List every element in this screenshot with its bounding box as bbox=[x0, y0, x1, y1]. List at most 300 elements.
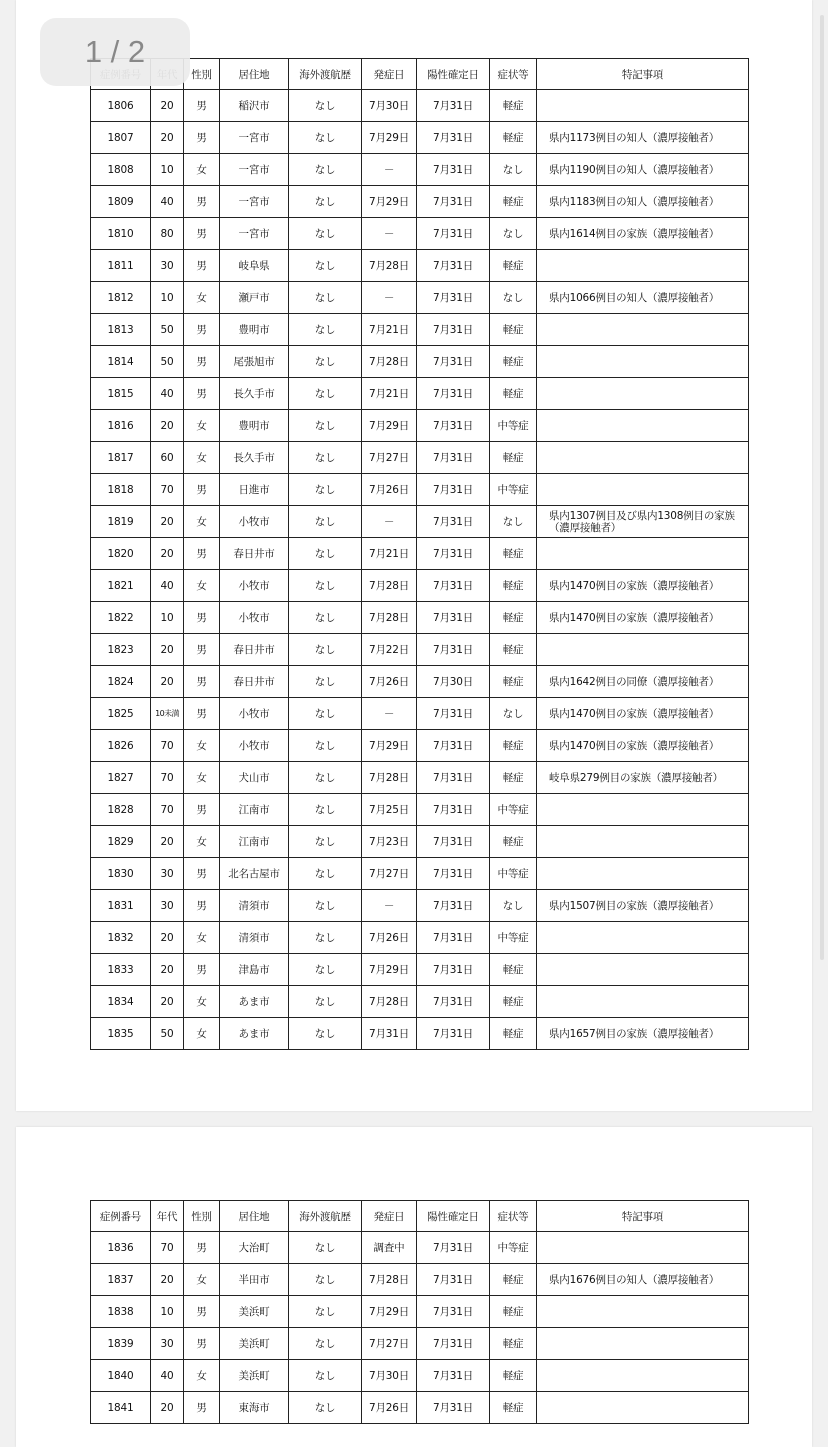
cell-age: 70 bbox=[151, 730, 184, 762]
cell-notes: 県内1066例目の知人（濃厚接触者） bbox=[537, 282, 749, 314]
cell-case-no: 1814 bbox=[91, 346, 151, 378]
cell-residence: 美浜町 bbox=[220, 1360, 289, 1392]
cell-case-no: 1828 bbox=[91, 794, 151, 826]
cell-symptoms: 軽症 bbox=[490, 1328, 537, 1360]
cell-residence: 清須市 bbox=[220, 922, 289, 954]
cell-residence: 江南市 bbox=[220, 794, 289, 826]
cell-symptoms: 軽症 bbox=[490, 1392, 537, 1424]
cell-overseas: なし bbox=[289, 826, 362, 858]
cell-case-no: 1807 bbox=[91, 122, 151, 154]
cell-symptoms: 中等症 bbox=[490, 922, 537, 954]
cell-confirmed: 7月31日 bbox=[417, 442, 490, 474]
cell-overseas: なし bbox=[289, 474, 362, 506]
cell-sex: 男 bbox=[184, 1392, 220, 1424]
table-row bbox=[91, 442, 749, 474]
cell-age: 40 bbox=[151, 186, 184, 218]
cell-confirmed: 7月31日 bbox=[417, 890, 490, 922]
cell-residence: 一宮市 bbox=[220, 186, 289, 218]
cell-age: 10 bbox=[151, 1296, 184, 1328]
cell-overseas: なし bbox=[289, 90, 362, 122]
cell-onset: － bbox=[362, 506, 417, 538]
cell-onset: 7月29日 bbox=[362, 954, 417, 986]
table-row bbox=[91, 698, 749, 730]
cell-residence: 春日井市 bbox=[220, 538, 289, 570]
cell-confirmed: 7月31日 bbox=[417, 1360, 490, 1392]
table-row bbox=[91, 890, 749, 922]
table-row bbox=[91, 122, 749, 154]
cell-onset: 7月26日 bbox=[362, 666, 417, 698]
cell-sex: 女 bbox=[184, 1264, 220, 1296]
header-sex: 性別 bbox=[184, 59, 220, 90]
cell-residence: 半田市 bbox=[220, 1264, 289, 1296]
cell-case-no: 1823 bbox=[91, 634, 151, 666]
table-row bbox=[91, 826, 749, 858]
cell-case-no: 1818 bbox=[91, 474, 151, 506]
cell-sex: 男 bbox=[184, 698, 220, 730]
cell-overseas: なし bbox=[289, 794, 362, 826]
cell-overseas: なし bbox=[289, 890, 362, 922]
cell-symptoms: 軽症 bbox=[490, 762, 537, 794]
cell-symptoms: 軽症 bbox=[490, 122, 537, 154]
cell-overseas: なし bbox=[289, 698, 362, 730]
cell-residence: 春日井市 bbox=[220, 666, 289, 698]
cell-age: 70 bbox=[151, 1232, 184, 1264]
cell-onset: 7月28日 bbox=[362, 570, 417, 602]
cell-symptoms: 軽症 bbox=[490, 1018, 537, 1050]
cell-case-no: 1834 bbox=[91, 986, 151, 1018]
table-row bbox=[91, 1232, 749, 1264]
table-row bbox=[91, 602, 749, 634]
cell-residence: 長久手市 bbox=[220, 378, 289, 410]
cell-confirmed: 7月31日 bbox=[417, 378, 490, 410]
cell-onset: 7月29日 bbox=[362, 186, 417, 218]
cell-residence: あま市 bbox=[220, 1018, 289, 1050]
table-header-row bbox=[91, 1201, 749, 1232]
cell-symptoms: 軽症 bbox=[490, 954, 537, 986]
cell-sex: 男 bbox=[184, 954, 220, 986]
cell-residence: 尾張旭市 bbox=[220, 346, 289, 378]
cell-overseas: なし bbox=[289, 1360, 362, 1392]
case-table-page-1 bbox=[90, 58, 749, 1050]
cell-symptoms: 軽症 bbox=[490, 826, 537, 858]
cell-onset: 7月27日 bbox=[362, 858, 417, 890]
cell-notes: 県内1190例目の知人（濃厚接触者） bbox=[537, 154, 749, 186]
cell-case-no: 1829 bbox=[91, 826, 151, 858]
header-overseas: 海外渡航歴 bbox=[289, 1201, 362, 1232]
cell-age: 20 bbox=[151, 826, 184, 858]
cell-sex: 男 bbox=[184, 1232, 220, 1264]
cell-symptoms: 軽症 bbox=[490, 378, 537, 410]
cell-case-no: 1812 bbox=[91, 282, 151, 314]
cell-notes bbox=[537, 90, 749, 122]
cell-confirmed: 7月31日 bbox=[417, 218, 490, 250]
cell-onset: 7月28日 bbox=[362, 762, 417, 794]
header-residence: 居住地 bbox=[220, 1201, 289, 1232]
cell-residence: 一宮市 bbox=[220, 154, 289, 186]
cell-notes: 県内1676例目の知人（濃厚接触者） bbox=[537, 1264, 749, 1296]
cell-case-no: 1831 bbox=[91, 890, 151, 922]
cell-notes bbox=[537, 1392, 749, 1424]
cell-case-no: 1811 bbox=[91, 250, 151, 282]
cell-notes bbox=[537, 1328, 749, 1360]
table-row bbox=[91, 986, 749, 1018]
cell-residence: 東海市 bbox=[220, 1392, 289, 1424]
cell-onset: － bbox=[362, 698, 417, 730]
cell-case-no: 1824 bbox=[91, 666, 151, 698]
cell-residence: 豊明市 bbox=[220, 314, 289, 346]
cell-notes bbox=[537, 1232, 749, 1264]
cell-onset: 7月27日 bbox=[362, 1328, 417, 1360]
cell-case-no: 1830 bbox=[91, 858, 151, 890]
table-row bbox=[91, 762, 749, 794]
cell-overseas: なし bbox=[289, 186, 362, 218]
cell-overseas: なし bbox=[289, 154, 362, 186]
cell-case-no: 1839 bbox=[91, 1328, 151, 1360]
cell-confirmed: 7月31日 bbox=[417, 1392, 490, 1424]
cell-sex: 男 bbox=[184, 890, 220, 922]
cell-overseas: なし bbox=[289, 858, 362, 890]
cell-overseas: なし bbox=[289, 1264, 362, 1296]
table-row bbox=[91, 1018, 749, 1050]
table-row bbox=[91, 634, 749, 666]
cell-symptoms: なし bbox=[490, 698, 537, 730]
cell-symptoms: 軽症 bbox=[490, 538, 537, 570]
cell-overseas: なし bbox=[289, 922, 362, 954]
page-indicator: 1 / 2 bbox=[40, 18, 190, 86]
cell-sex: 男 bbox=[184, 538, 220, 570]
cell-sex: 女 bbox=[184, 570, 220, 602]
cell-notes: 岐阜県279例目の家族（濃厚接触者） bbox=[537, 762, 749, 794]
cell-overseas: なし bbox=[289, 1328, 362, 1360]
cell-confirmed: 7月31日 bbox=[417, 474, 490, 506]
cell-symptoms: 軽症 bbox=[490, 250, 537, 282]
cell-notes bbox=[537, 1296, 749, 1328]
cell-onset: 7月22日 bbox=[362, 634, 417, 666]
cell-confirmed: 7月31日 bbox=[417, 1296, 490, 1328]
cell-notes bbox=[537, 954, 749, 986]
cell-overseas: なし bbox=[289, 314, 362, 346]
cell-sex: 男 bbox=[184, 602, 220, 634]
cell-notes: 県内1470例目の家族（濃厚接触者） bbox=[537, 570, 749, 602]
cell-overseas: なし bbox=[289, 346, 362, 378]
cell-notes bbox=[537, 1360, 749, 1392]
cell-sex: 女 bbox=[184, 282, 220, 314]
cell-onset: 調査中 bbox=[362, 1232, 417, 1264]
header-case-no: 症例番号 bbox=[91, 1201, 151, 1232]
cell-overseas: なし bbox=[289, 730, 362, 762]
cell-onset: 7月29日 bbox=[362, 730, 417, 762]
cell-confirmed: 7月31日 bbox=[417, 1018, 490, 1050]
header-notes: 特記事項 bbox=[537, 1201, 749, 1232]
cell-case-no: 1836 bbox=[91, 1232, 151, 1264]
table-row bbox=[91, 666, 749, 698]
cell-age: 20 bbox=[151, 90, 184, 122]
header-onset: 発症日 bbox=[362, 59, 417, 90]
header-notes: 特記事項 bbox=[537, 59, 749, 90]
cell-onset: 7月26日 bbox=[362, 1392, 417, 1424]
cell-residence: 豊明市 bbox=[220, 410, 289, 442]
cell-symptoms: 中等症 bbox=[490, 858, 537, 890]
cell-age: 40 bbox=[151, 570, 184, 602]
cell-confirmed: 7月31日 bbox=[417, 570, 490, 602]
cell-age: 20 bbox=[151, 122, 184, 154]
cell-age: 20 bbox=[151, 954, 184, 986]
cell-case-no: 1837 bbox=[91, 1264, 151, 1296]
cell-overseas: なし bbox=[289, 410, 362, 442]
cell-symptoms: 軽症 bbox=[490, 90, 537, 122]
document-page-1 bbox=[16, 0, 812, 1111]
header-symptoms: 症状等 bbox=[490, 1201, 537, 1232]
cell-notes bbox=[537, 314, 749, 346]
cell-age: 20 bbox=[151, 986, 184, 1018]
table-row bbox=[91, 570, 749, 602]
header-age: 年代 bbox=[151, 1201, 184, 1232]
table-row bbox=[91, 282, 749, 314]
cell-onset: 7月26日 bbox=[362, 474, 417, 506]
cell-notes: 県内1307例目及び県内1308例目の家族（濃厚接触者） bbox=[537, 506, 749, 538]
cell-overseas: なし bbox=[289, 538, 362, 570]
cell-notes bbox=[537, 250, 749, 282]
cell-symptoms: なし bbox=[490, 218, 537, 250]
header-symptoms: 症状等 bbox=[490, 59, 537, 90]
cell-residence: 小牧市 bbox=[220, 698, 289, 730]
cell-overseas: なし bbox=[289, 954, 362, 986]
cell-overseas: なし bbox=[289, 986, 362, 1018]
cell-sex: 男 bbox=[184, 250, 220, 282]
cell-overseas: なし bbox=[289, 1392, 362, 1424]
cell-confirmed: 7月31日 bbox=[417, 154, 490, 186]
cell-case-no: 1817 bbox=[91, 442, 151, 474]
cell-confirmed: 7月31日 bbox=[417, 314, 490, 346]
cell-notes: 県内1642例目の同僚（濃厚接触者） bbox=[537, 666, 749, 698]
cell-notes bbox=[537, 346, 749, 378]
cell-confirmed: 7月31日 bbox=[417, 538, 490, 570]
cell-onset: － bbox=[362, 154, 417, 186]
cell-sex: 男 bbox=[184, 314, 220, 346]
cell-residence: あま市 bbox=[220, 986, 289, 1018]
cell-onset: 7月28日 bbox=[362, 1264, 417, 1296]
cell-notes bbox=[537, 858, 749, 890]
cell-notes bbox=[537, 826, 749, 858]
cell-onset: 7月21日 bbox=[362, 314, 417, 346]
cell-case-no: 1835 bbox=[91, 1018, 151, 1050]
cell-confirmed: 7月31日 bbox=[417, 410, 490, 442]
document-page-2 bbox=[16, 1127, 812, 1447]
cell-symptoms: 軽症 bbox=[490, 570, 537, 602]
table-row bbox=[91, 314, 749, 346]
cell-case-no: 1808 bbox=[91, 154, 151, 186]
cell-age: 70 bbox=[151, 794, 184, 826]
cell-onset: 7月21日 bbox=[362, 538, 417, 570]
table-row bbox=[91, 378, 749, 410]
cell-residence: 一宮市 bbox=[220, 122, 289, 154]
table-row bbox=[91, 730, 749, 762]
cell-residence: 美浜町 bbox=[220, 1296, 289, 1328]
cell-sex: 男 bbox=[184, 794, 220, 826]
cell-onset: 7月25日 bbox=[362, 794, 417, 826]
cell-confirmed: 7月31日 bbox=[417, 506, 490, 538]
cell-overseas: なし bbox=[289, 122, 362, 154]
cell-sex: 男 bbox=[184, 218, 220, 250]
cell-residence: 北名古屋市 bbox=[220, 858, 289, 890]
cell-residence: 犬山市 bbox=[220, 762, 289, 794]
cell-age: 20 bbox=[151, 538, 184, 570]
cell-sex: 女 bbox=[184, 442, 220, 474]
cell-overseas: なし bbox=[289, 378, 362, 410]
table-row bbox=[91, 154, 749, 186]
cell-overseas: なし bbox=[289, 762, 362, 794]
cell-case-no: 1841 bbox=[91, 1392, 151, 1424]
cell-notes: 県内1470例目の家族（濃厚接触者） bbox=[537, 602, 749, 634]
cell-overseas: なし bbox=[289, 218, 362, 250]
cell-notes: 県内1470例目の家族（濃厚接触者） bbox=[537, 698, 749, 730]
cell-age: 30 bbox=[151, 890, 184, 922]
cell-residence: 一宮市 bbox=[220, 218, 289, 250]
cell-onset: 7月29日 bbox=[362, 1296, 417, 1328]
cell-sex: 男 bbox=[184, 90, 220, 122]
cell-sex: 男 bbox=[184, 186, 220, 218]
cell-onset: 7月29日 bbox=[362, 410, 417, 442]
cell-overseas: なし bbox=[289, 1232, 362, 1264]
cell-notes bbox=[537, 986, 749, 1018]
table-row bbox=[91, 90, 749, 122]
cell-confirmed: 7月31日 bbox=[417, 122, 490, 154]
cell-sex: 男 bbox=[184, 474, 220, 506]
cell-overseas: なし bbox=[289, 282, 362, 314]
table-row bbox=[91, 218, 749, 250]
cell-overseas: なし bbox=[289, 666, 362, 698]
cell-age: 10未満 bbox=[151, 698, 184, 730]
cell-notes: 県内1507例目の家族（濃厚接触者） bbox=[537, 890, 749, 922]
cell-confirmed: 7月31日 bbox=[417, 1232, 490, 1264]
header-sex: 性別 bbox=[184, 1201, 220, 1232]
cell-onset: 7月28日 bbox=[362, 346, 417, 378]
cell-case-no: 1815 bbox=[91, 378, 151, 410]
cell-overseas: なし bbox=[289, 634, 362, 666]
cell-age: 40 bbox=[151, 1360, 184, 1392]
cell-age: 20 bbox=[151, 506, 184, 538]
table-row bbox=[91, 858, 749, 890]
cell-overseas: なし bbox=[289, 506, 362, 538]
cell-overseas: なし bbox=[289, 602, 362, 634]
cell-age: 70 bbox=[151, 762, 184, 794]
cell-notes bbox=[537, 474, 749, 506]
cell-case-no: 1833 bbox=[91, 954, 151, 986]
cell-confirmed: 7月31日 bbox=[417, 250, 490, 282]
cell-sex: 男 bbox=[184, 666, 220, 698]
cell-notes bbox=[537, 794, 749, 826]
cell-sex: 女 bbox=[184, 730, 220, 762]
table-row bbox=[91, 922, 749, 954]
cell-confirmed: 7月31日 bbox=[417, 986, 490, 1018]
cell-sex: 女 bbox=[184, 922, 220, 954]
cell-confirmed: 7月31日 bbox=[417, 762, 490, 794]
cell-sex: 男 bbox=[184, 858, 220, 890]
cell-case-no: 1822 bbox=[91, 602, 151, 634]
cell-residence: 日進市 bbox=[220, 474, 289, 506]
cell-age: 50 bbox=[151, 314, 184, 346]
cell-age: 10 bbox=[151, 154, 184, 186]
cell-residence: 清須市 bbox=[220, 890, 289, 922]
cell-symptoms: 軽症 bbox=[490, 346, 537, 378]
cell-sex: 女 bbox=[184, 986, 220, 1018]
cell-notes bbox=[537, 410, 749, 442]
cell-symptoms: なし bbox=[490, 890, 537, 922]
cell-onset: 7月29日 bbox=[362, 122, 417, 154]
cell-onset: 7月23日 bbox=[362, 826, 417, 858]
cell-age: 60 bbox=[151, 442, 184, 474]
cell-notes bbox=[537, 922, 749, 954]
cell-sex: 女 bbox=[184, 826, 220, 858]
cell-symptoms: 軽症 bbox=[490, 442, 537, 474]
table-row bbox=[91, 538, 749, 570]
cell-residence: 岐阜県 bbox=[220, 250, 289, 282]
cell-age: 20 bbox=[151, 922, 184, 954]
cell-residence: 瀬戸市 bbox=[220, 282, 289, 314]
cell-onset: － bbox=[362, 890, 417, 922]
cell-notes: 県内1183例目の知人（濃厚接触者） bbox=[537, 186, 749, 218]
cell-case-no: 1810 bbox=[91, 218, 151, 250]
table-row bbox=[91, 794, 749, 826]
cell-confirmed: 7月31日 bbox=[417, 602, 490, 634]
table-row bbox=[91, 506, 749, 538]
cell-onset: 7月30日 bbox=[362, 90, 417, 122]
cell-symptoms: 軽症 bbox=[490, 730, 537, 762]
cell-case-no: 1825 bbox=[91, 698, 151, 730]
cell-onset: 7月21日 bbox=[362, 378, 417, 410]
cell-case-no: 1809 bbox=[91, 186, 151, 218]
cell-onset: 7月31日 bbox=[362, 1018, 417, 1050]
cell-age: 50 bbox=[151, 346, 184, 378]
cell-confirmed: 7月31日 bbox=[417, 826, 490, 858]
cell-notes: 県内1470例目の家族（濃厚接触者） bbox=[537, 730, 749, 762]
cell-symptoms: なし bbox=[490, 154, 537, 186]
cell-confirmed: 7月31日 bbox=[417, 858, 490, 890]
case-table-page-2 bbox=[90, 1200, 749, 1424]
cell-overseas: なし bbox=[289, 570, 362, 602]
cell-age: 10 bbox=[151, 602, 184, 634]
cell-notes: 県内1657例目の家族（濃厚接触者） bbox=[537, 1018, 749, 1050]
cell-case-no: 1832 bbox=[91, 922, 151, 954]
cell-onset: 7月28日 bbox=[362, 250, 417, 282]
cell-sex: 女 bbox=[184, 410, 220, 442]
cell-residence: 小牧市 bbox=[220, 730, 289, 762]
cell-symptoms: 軽症 bbox=[490, 1264, 537, 1296]
cell-onset: 7月27日 bbox=[362, 442, 417, 474]
cell-symptoms: なし bbox=[490, 282, 537, 314]
cell-case-no: 1806 bbox=[91, 90, 151, 122]
cell-sex: 男 bbox=[184, 378, 220, 410]
cell-sex: 女 bbox=[184, 506, 220, 538]
cell-residence: 小牧市 bbox=[220, 506, 289, 538]
cell-symptoms: 中等症 bbox=[490, 1232, 537, 1264]
scrollbar[interactable] bbox=[820, 15, 824, 960]
cell-onset: 7月26日 bbox=[362, 922, 417, 954]
cell-age: 20 bbox=[151, 1264, 184, 1296]
cell-symptoms: 軽症 bbox=[490, 1360, 537, 1392]
cell-symptoms: 軽症 bbox=[490, 314, 537, 346]
cell-residence: 小牧市 bbox=[220, 570, 289, 602]
cell-age: 20 bbox=[151, 1392, 184, 1424]
cell-onset: － bbox=[362, 282, 417, 314]
cell-age: 70 bbox=[151, 474, 184, 506]
header-overseas: 海外渡航歴 bbox=[289, 59, 362, 90]
cell-sex: 女 bbox=[184, 762, 220, 794]
table-row bbox=[91, 410, 749, 442]
table-row bbox=[91, 1392, 749, 1424]
table-row bbox=[91, 1360, 749, 1392]
cell-sex: 男 bbox=[184, 634, 220, 666]
